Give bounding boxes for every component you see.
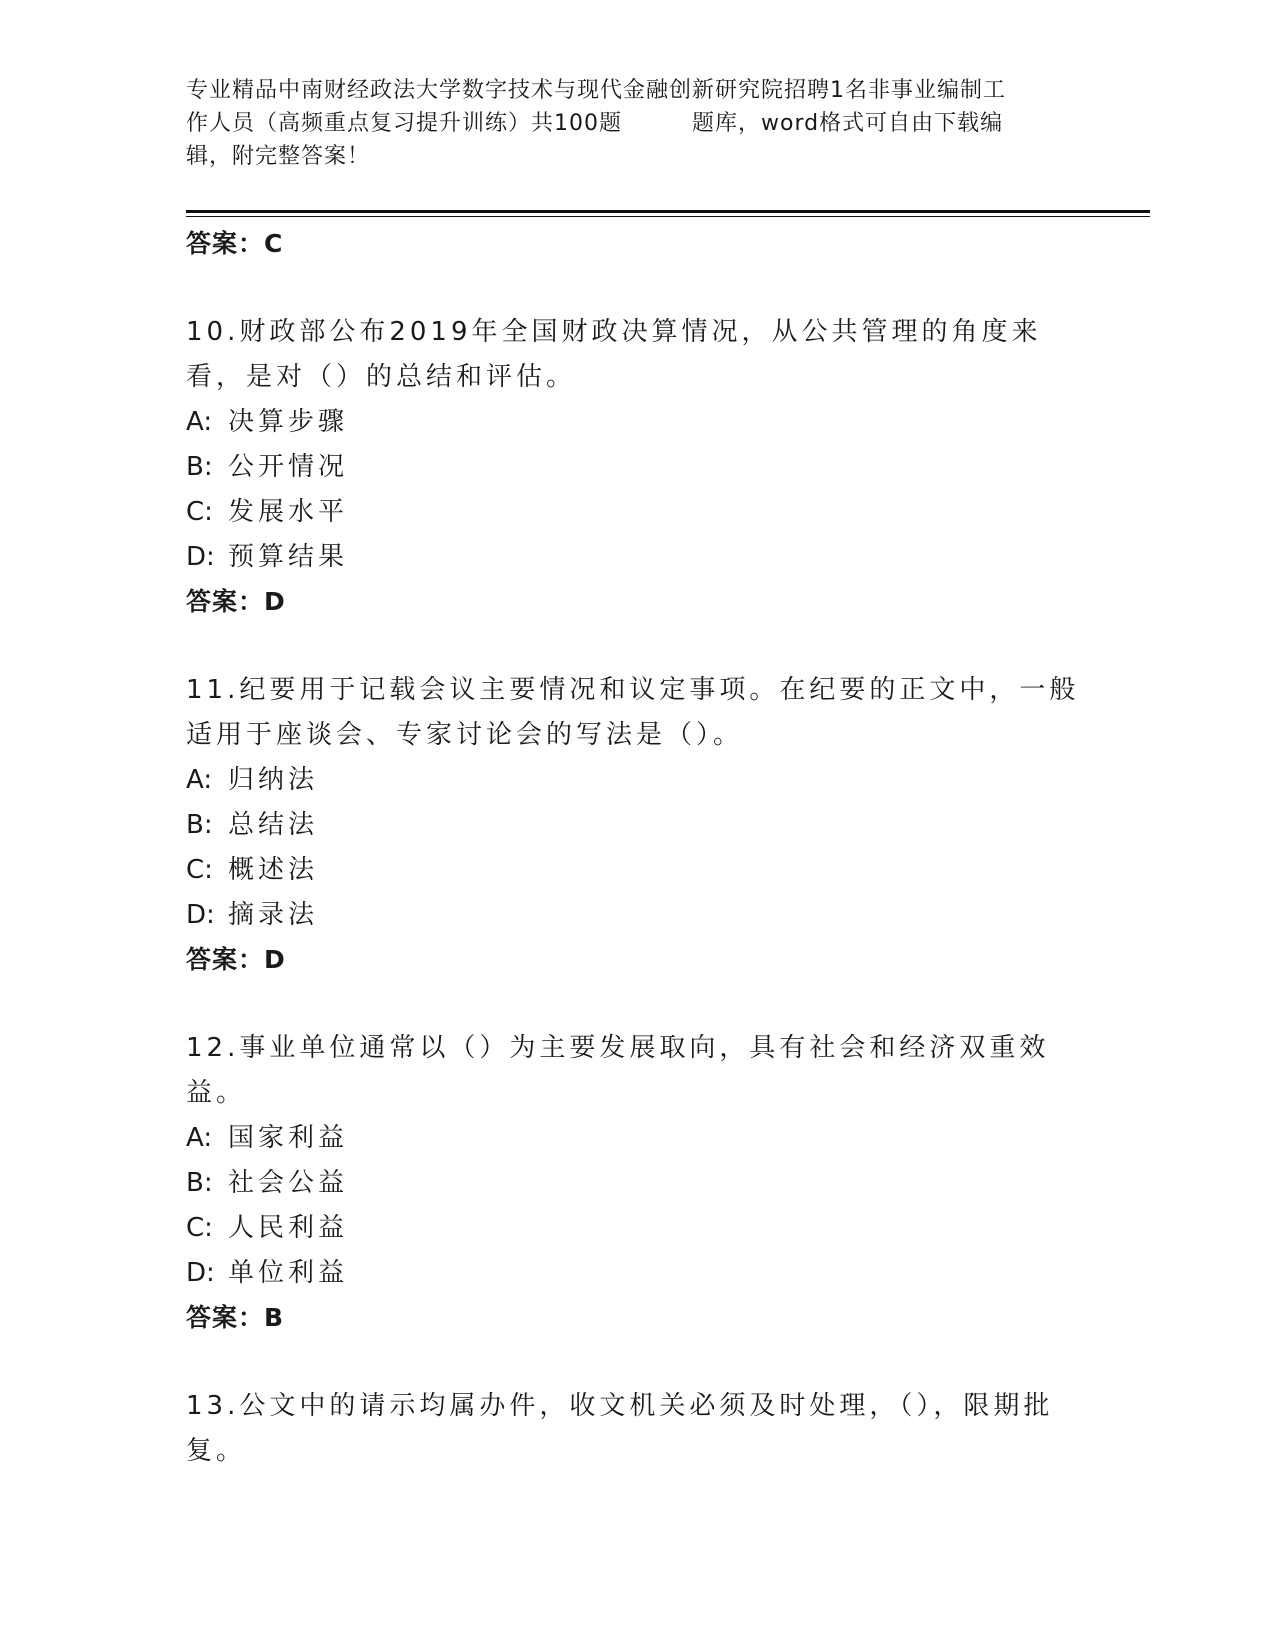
option-letter: C: bbox=[186, 1213, 213, 1243]
option-text: 人民利益 bbox=[228, 1213, 349, 1243]
header-divider-thin bbox=[186, 216, 1150, 217]
option-text: 总结法 bbox=[228, 810, 319, 840]
option-c bbox=[186, 1206, 1086, 1251]
option-a bbox=[186, 758, 1086, 803]
option-a bbox=[186, 400, 1086, 445]
document-header bbox=[186, 74, 1086, 173]
option-letter: A: bbox=[186, 407, 213, 437]
option-text: 预算结果 bbox=[228, 542, 349, 572]
option-text: 国家利益 bbox=[228, 1123, 349, 1153]
answer: 答案：B bbox=[186, 1303, 285, 1332]
option-text: 公开情况 bbox=[228, 452, 349, 482]
header-divider-thick bbox=[186, 210, 1150, 213]
option-text: 概述法 bbox=[228, 855, 319, 885]
option-d bbox=[186, 893, 1086, 938]
header-line-3: 辑，附完整答案！ bbox=[186, 144, 371, 169]
option-letter: D: bbox=[186, 900, 215, 930]
option-text: 社会公益 bbox=[228, 1168, 349, 1198]
question-text: 13.公文中的请示均属办件，收文机关必须及时处理，（），限期批复。 bbox=[186, 1391, 1054, 1466]
option-letter: B: bbox=[186, 1168, 213, 1198]
option-letter: A: bbox=[186, 1123, 213, 1153]
option-letter: C: bbox=[186, 855, 213, 885]
header-line-1: 专业精品中南财经政法大学数字技术与现代金融创新研究院招聘1名非事业编制工 bbox=[186, 78, 1006, 103]
option-c bbox=[186, 848, 1086, 893]
option-text: 决算步骤 bbox=[228, 407, 349, 437]
question-text: 11.纪要用于记载会议主要情况和议定事项。在纪要的正文中，一般适用于座谈会、专家讨论会的写法是（）。 bbox=[186, 675, 1080, 750]
question-12 bbox=[186, 1026, 1086, 1340]
answer: 答案：D bbox=[186, 945, 286, 974]
header-line-2-part-2: 题库，word格式可自由下载编 bbox=[692, 111, 1004, 136]
question-text: 12.事业单位通常以（）为主要发展取向，具有社会和经济双重效益。 bbox=[186, 1033, 1050, 1108]
question-11 bbox=[186, 668, 1086, 982]
header-line-2 bbox=[186, 107, 1086, 140]
previous-answer: 答案：C bbox=[186, 229, 284, 258]
header-line-2-part-1: 作人员（高频重点复习提升训练）共100题 bbox=[186, 111, 622, 136]
option-letter: D: bbox=[186, 542, 215, 572]
option-c bbox=[186, 490, 1086, 535]
option-d bbox=[186, 535, 1086, 580]
option-letter: A: bbox=[186, 765, 213, 795]
question-10 bbox=[186, 310, 1086, 624]
option-text: 单位利益 bbox=[228, 1258, 349, 1288]
option-letter: B: bbox=[186, 452, 213, 482]
option-text: 发展水平 bbox=[228, 497, 349, 527]
option-letter: B: bbox=[186, 810, 213, 840]
question-13 bbox=[186, 1384, 1086, 1474]
option-b bbox=[186, 803, 1086, 848]
option-d bbox=[186, 1251, 1086, 1296]
option-b bbox=[186, 445, 1086, 490]
option-letter: D: bbox=[186, 1258, 215, 1288]
option-a bbox=[186, 1116, 1086, 1161]
option-text: 摘录法 bbox=[228, 900, 319, 930]
option-text: 归纳法 bbox=[228, 765, 319, 795]
question-text: 10.财政部公布2019年全国财政决算情况，从公共管理的角度来看，是对（）的总结和评估。 bbox=[186, 317, 1042, 392]
option-b bbox=[186, 1161, 1086, 1206]
option-letter: C: bbox=[186, 497, 213, 527]
question-list bbox=[186, 222, 1086, 1474]
answer: 答案：D bbox=[186, 587, 286, 616]
